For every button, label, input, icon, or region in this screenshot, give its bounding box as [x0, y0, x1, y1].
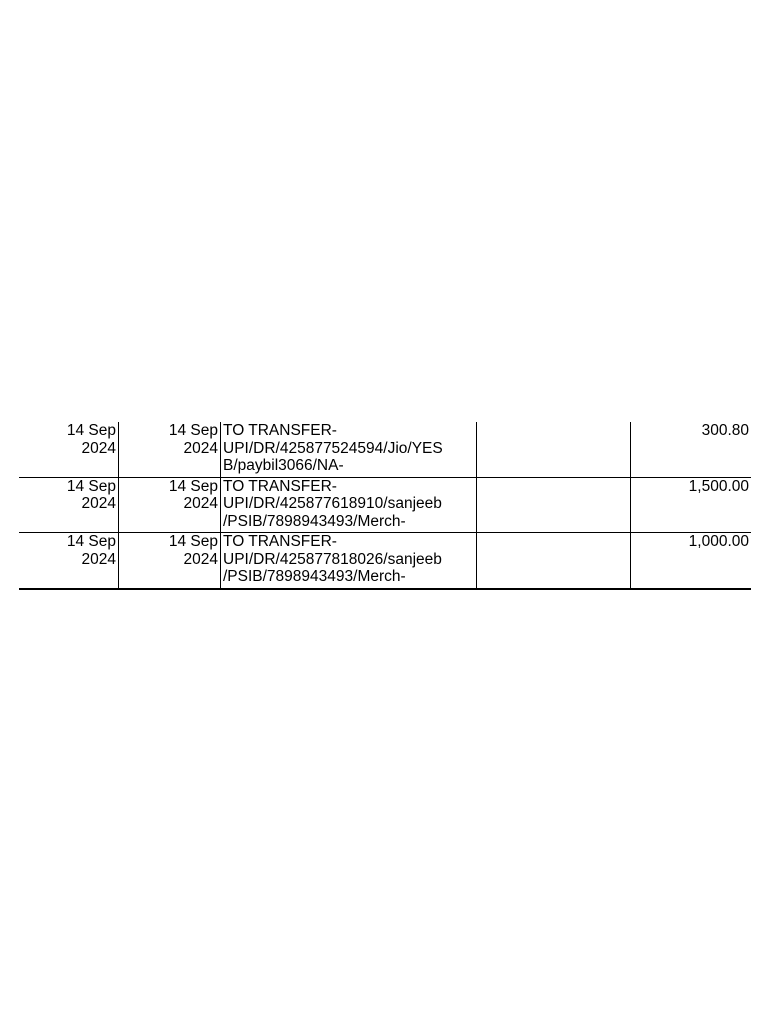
table-row [19, 422, 751, 477]
txn-date-day: 14 Sep [66, 533, 116, 550]
description-line: /PSIB/7898943493/Merch- [223, 568, 406, 585]
description-line: UPI/DR/425877818026/sanjeeb [223, 550, 442, 568]
transaction-table [19, 422, 751, 590]
txn-date-year: 2024 [81, 495, 116, 512]
description-line: TO TRANSFER- [223, 477, 337, 495]
table-row [19, 477, 751, 533]
txn-date-year: 2024 [81, 439, 116, 457]
description-line: B/paybil3066/NA- [223, 457, 344, 474]
description-line: TO TRANSFER- [223, 533, 337, 550]
txn-date-cell [19, 422, 119, 477]
description-line: UPI/DR/425877524594/Jio/YES [223, 439, 443, 457]
value-date-day: 14 Sep [168, 422, 218, 439]
description-cell [221, 477, 477, 533]
txn-date-cell [19, 533, 119, 589]
value-date-year: 2024 [183, 495, 218, 512]
txn-date-cell [19, 477, 119, 533]
description-cell [221, 533, 477, 589]
amount-cell: 1,500.00 [688, 477, 749, 495]
amount-cell: 1,000.00 [688, 533, 749, 550]
description-cell [221, 422, 477, 477]
txn-date-year: 2024 [81, 550, 116, 568]
txn-date-day: 14 Sep [66, 477, 116, 495]
description-line: TO TRANSFER- [223, 422, 337, 439]
value-date-year: 2024 [183, 439, 218, 457]
reference-cell [477, 422, 631, 477]
txn-date-day: 14 Sep [66, 422, 116, 439]
amount-cell: 300.80 [701, 422, 749, 439]
value-date-cell [119, 477, 221, 533]
description-line: UPI/DR/425877618910/sanjeeb [223, 495, 442, 512]
value-date-cell [119, 533, 221, 589]
reference-cell [477, 477, 631, 533]
description-line: /PSIB/7898943493/Merch- [223, 512, 406, 530]
reference-cell [477, 533, 631, 589]
value-date-day: 14 Sep [168, 533, 218, 550]
value-date-year: 2024 [183, 550, 218, 568]
value-date-cell [119, 422, 221, 477]
table-row [19, 533, 751, 589]
value-date-day: 14 Sep [168, 477, 218, 495]
